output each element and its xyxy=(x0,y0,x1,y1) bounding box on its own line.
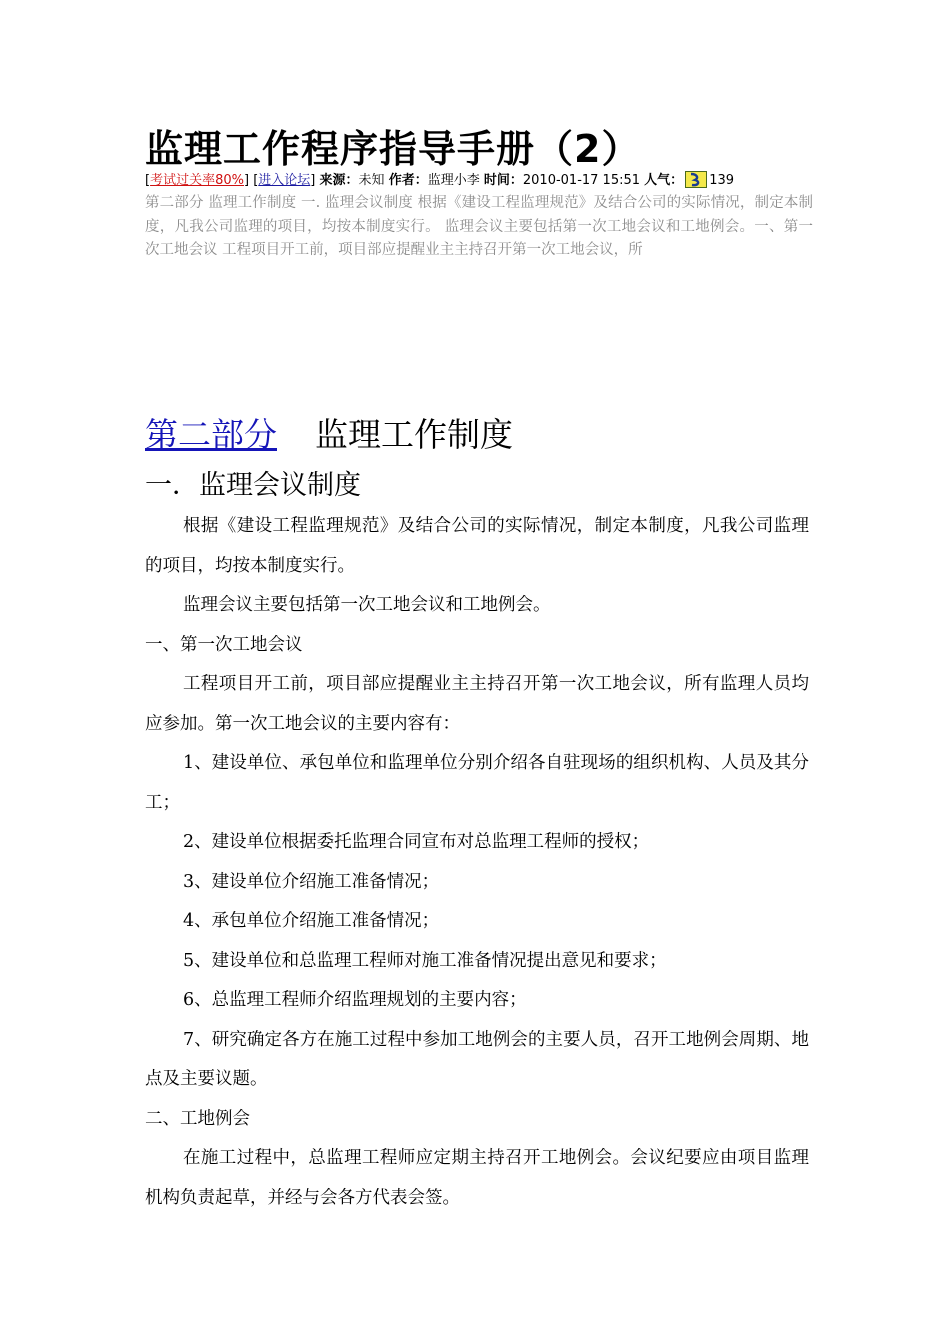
paragraph: 监理会议主要包括第一次工地会议和工地例会。 xyxy=(183,595,551,615)
bracket-close: ] xyxy=(243,173,250,188)
time-value: 2010-01-17 15:51 xyxy=(522,173,641,188)
author-value: 监理小李 xyxy=(427,173,480,188)
source-value: 未知 xyxy=(358,173,385,188)
list-item: 2、建设单位根据委托监理合同宣布对总监理工程师的授权； xyxy=(183,832,650,852)
list-item: 7、研究确定各方在施工过程中参加工地例会的主要人员，召开工地例会周期、地点及主要议题。 xyxy=(145,1029,809,1089)
section-title: 一．监理会议制度 xyxy=(145,470,361,501)
document-body xyxy=(145,507,809,1218)
list-item: 6、总监理工程师介绍监理规划的主要内容； xyxy=(183,990,527,1010)
article-meta xyxy=(145,171,734,189)
popularity-icon xyxy=(685,171,707,188)
popularity-label: 人气： xyxy=(644,173,684,188)
list-item: 3、建设单位介绍施工准备情况； xyxy=(183,871,440,892)
paragraph: 根据《建设工程监理规范》及结合公司的实际情况，制定本制度，凡我公司监理的项目，均按本制度实行。 xyxy=(145,516,809,576)
paragraph: 工程项目开工前，项目部应提醒业主主持召开第一次工地会议，所有监理人员均应参加。第一次工地会议的主要内容有： xyxy=(145,674,809,734)
exam-pass-rate-link[interactable]: 考试过关率80% xyxy=(150,173,244,188)
enter-forum-link[interactable]: 进入论坛 xyxy=(258,173,311,188)
part-link[interactable]: 第二部分 xyxy=(145,415,277,454)
part-heading xyxy=(145,409,513,456)
part-name: 监理工作制度 xyxy=(315,415,513,454)
time-label: 时间： xyxy=(483,173,523,188)
article-title: 监理工作程序指导手册（2） xyxy=(145,127,641,171)
author-label: 作者： xyxy=(388,173,428,188)
subsection-heading: 二、工地例会 xyxy=(145,1108,250,1129)
bracket-open: [ xyxy=(145,173,151,188)
source-label: 来源： xyxy=(319,173,359,188)
bracket-open: [ xyxy=(253,173,259,188)
list-item: 4、承包单位介绍施工准备情况； xyxy=(183,911,440,931)
article-summary: 第二部分 监理工作制度 一. 监理会议制度 根据《建设工程监理规范》及结合公司的实际情况，制定本制度，凡我公司监理的项目，均按本制度实行。 监理会议主要包括第一次工地会议和工地例会。一、第一次工地会议 工程项目开工前，项目部应提醒业主主持召开第一次工地会议，所 xyxy=(145,195,813,258)
paragraph: 在施工过程中，总监理工程师应定期主持召开工地例会。会议纪要应由项目监理机构负责起草，并经与会各方代表会签。 xyxy=(145,1148,809,1208)
popularity-value: 139 xyxy=(709,173,735,188)
subsection-heading: 一、第一次工地会议 xyxy=(145,634,303,655)
list-item: 1、建设单位、承包单位和监理单位分别介绍各自驻现场的组织机构、人员及其分工； xyxy=(145,753,809,813)
bracket-close: ] xyxy=(310,173,316,188)
list-item: 5、建设单位和总监理工程师对施工准备情况提出意见和要求； xyxy=(183,950,667,971)
